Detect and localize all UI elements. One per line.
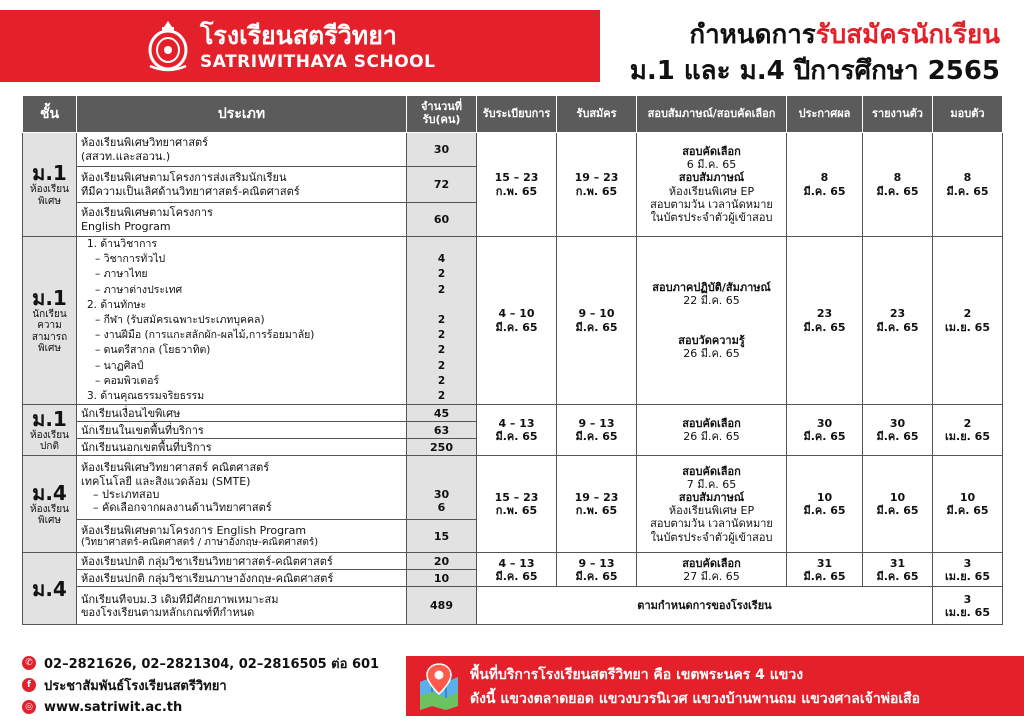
date-text: 19 – 23 (574, 171, 619, 185)
announce-cell (787, 237, 863, 405)
date-text: มี.ค. 65 (946, 184, 989, 198)
exam-text: ในบัตรประจำตัวผู้เข้าสอบ (650, 530, 773, 544)
phone-text: 02–2821626, 02–2821304, 02–2816505 ต่อ 601 (44, 656, 380, 672)
grade-label: ม.1 (32, 406, 67, 431)
header-type: ประเภท (77, 96, 407, 133)
contact-info (22, 652, 379, 718)
area-text-line2: ดังนี้ แขวงตลาดยอด แขวงบวรนิเวศ แขวงบ้านพานถม แขวงศาลเจ้าพ่อเสือ (470, 691, 921, 707)
count-text: 2 (437, 283, 446, 296)
type-text: ที่มีความเป็นเลิศด้านวิทยาศาสตร์-คณิตศาสตร์ (81, 184, 300, 198)
type-cell (77, 520, 407, 553)
phone-row (22, 652, 379, 674)
header-announce: ประกาศผล (787, 96, 863, 133)
exam-title: สอบภาคปฏิบัติ/สัมภาษณ์ (652, 281, 771, 295)
date-text: 30 (889, 417, 906, 431)
type-text: ห้องเรียนปกติ กลุ่มวิชาเรียนภาษาอังกฤษ-คณิตศาสตร์ (81, 571, 334, 585)
date-text: มี.ค. 65 (803, 569, 846, 583)
type-cell (77, 553, 407, 570)
type-cell (77, 570, 407, 587)
date-text: 2 (963, 307, 972, 321)
grade-sublabel: ห้องเรียนปกติ (30, 429, 69, 453)
type-cell: นักเรียนนอกเขตพื้นที่บริการ (77, 439, 407, 456)
grade-label: ม.4 (32, 480, 67, 505)
apply-cell (557, 405, 637, 456)
grade-label: ม.1 (32, 161, 67, 185)
type-cell (77, 456, 407, 520)
grade-cell (23, 237, 77, 405)
exam-cell (637, 405, 787, 456)
type-text: (วิทยาศาสตร์-คณิตศาสตร์ / ภาษาอังกฤษ-คณิตศาสตร์) (81, 536, 319, 548)
type-text: – กีฬา (รับสมัครเฉพาะประเภทบุคคล) (95, 314, 265, 327)
date-text: มี.ค. 65 (803, 320, 846, 334)
table-row (23, 587, 1003, 625)
grade-cell (23, 405, 77, 456)
grade-cell (23, 456, 77, 553)
date-text: 4 – 10 (498, 307, 535, 321)
exam-title: สอบสัมภาษณ์ (678, 171, 745, 185)
date-text: เม.ย. 65 (945, 569, 990, 583)
date-text: 3 (963, 556, 972, 570)
count-cell: 489 (407, 587, 477, 625)
website-row[interactable] (22, 696, 379, 718)
handover-cell (933, 133, 1003, 237)
exam-cell (637, 553, 787, 587)
report-cell (863, 553, 933, 587)
date-text: มี.ค. 65 (876, 320, 919, 334)
exam-text: ในบัตรประจำตัวผู้เข้าสอบ (650, 210, 773, 224)
table-row (23, 133, 1003, 167)
apply-cell (557, 456, 637, 553)
count-cell: 60 (407, 203, 477, 237)
header-handover: มอบตัว (933, 96, 1003, 133)
reg-cell (477, 553, 557, 587)
date-text: 4 – 13 (498, 417, 535, 431)
report-cell (863, 405, 933, 456)
exam-date: 7 มี.ค. 65 (686, 477, 737, 491)
date-text: มี.ค. 65 (495, 430, 538, 444)
type-text: – นาฏศิลป์ (95, 359, 144, 372)
date-text: มี.ค. 65 (946, 504, 989, 518)
count-text: 2 (437, 374, 446, 387)
count-cell: 15 (407, 520, 477, 553)
date-text: ก.พ. 65 (575, 504, 618, 518)
type-text: 1. ด้านวิชาการ (87, 238, 158, 250)
exam-date: 22 มี.ค. 65 (683, 294, 740, 308)
phone-icon: ✆ (22, 656, 36, 670)
count-text: 2 (437, 268, 446, 281)
date-text: 23 (816, 307, 833, 321)
exam-cell (637, 133, 787, 237)
date-text: 4 – 13 (498, 556, 535, 570)
date-text: 8 (820, 171, 829, 185)
grade-label: ม.4 (32, 576, 67, 601)
date-text: 31 (816, 556, 833, 570)
table-row (23, 553, 1003, 570)
exam-cell (637, 237, 787, 405)
announce-cell (787, 456, 863, 553)
date-text: 30 (816, 417, 833, 431)
type-text: 2. ด้านทักษะ (87, 298, 147, 311)
date-text: ก.พ. 65 (495, 184, 538, 198)
type-text: – ประเภทสอบ (93, 487, 160, 501)
type-text: เทคโนโลยี และสิ่งแวดล้อม (SMTE) (81, 474, 251, 488)
date-text: 8 (963, 171, 972, 185)
date-text: ก.พ. 65 (495, 504, 538, 518)
count-cell: 63 (407, 422, 477, 439)
type-cell: นักเรียนในเขตพื้นที่บริการ (77, 422, 407, 439)
count-text: 4 (437, 253, 446, 266)
date-text: มี.ค. 65 (495, 320, 538, 334)
type-text: ห้องเรียนปกติ กลุ่มวิชาเรียนวิทยาศาสตร์-คณิตศาสตร์ (81, 554, 333, 568)
date-text: มี.ค. 65 (876, 569, 919, 583)
date-text: 23 (889, 307, 906, 321)
page-title (689, 14, 1000, 55)
date-text: 9 – 10 (578, 307, 615, 321)
type-text: – ดนตรีสากล (โยธวาทิต) (95, 344, 211, 357)
header-exam: สอบสัมภาษณ์/สอบคัดเลือก (637, 96, 787, 133)
count-cell: 30 (407, 133, 477, 167)
date-text: มี.ค. 65 (575, 569, 618, 583)
date-text: 2 (963, 417, 972, 431)
exam-date: 6 มี.ค. 65 (686, 158, 737, 172)
school-name-en: SATRIWITHAYA SCHOOL (200, 52, 436, 72)
type-text: – ภาษาต่างประเทศ (95, 283, 183, 296)
grade-label: ม.1 (32, 285, 67, 310)
date-text: 3 (963, 592, 972, 606)
title-part1: กำหนดการ (689, 20, 816, 50)
type-text: ห้องเรียนพิเศษวิทยาศาสตร์ คณิตศาสตร์ (81, 461, 270, 475)
date-text: 8 (893, 171, 902, 185)
type-text: ห้องเรียนพิเศษตามโครงการ English Program (81, 523, 307, 537)
header-count: จำนวนที่รับ(คน) (407, 96, 477, 133)
table-row (23, 405, 1003, 422)
type-cell (77, 237, 407, 405)
reg-cell (477, 405, 557, 456)
count-text: 2 (437, 329, 446, 342)
date-text: มี.ค. 65 (876, 184, 919, 198)
school-schedule-cell: ตามกำหนดการของโรงเรียน (477, 587, 933, 625)
date-text: 9 – 13 (578, 417, 615, 431)
date-text: 10 (889, 491, 906, 505)
date-text: 9 – 13 (578, 556, 615, 570)
date-text: เม.ย. 65 (945, 430, 990, 444)
date-text: เม.ย. 65 (945, 605, 990, 619)
exam-title: สอบคัดเลือก (682, 417, 741, 431)
date-text: มี.ค. 65 (575, 320, 618, 334)
date-text: มี.ค. 65 (876, 430, 919, 444)
type-text: ห้องเรียนพิเศษวิทยาศาสตร์ (81, 136, 209, 150)
title-part2: รับสมัครนักเรียน (815, 20, 1000, 50)
date-text: 19 – 23 (574, 491, 619, 505)
table-row (23, 237, 1003, 405)
announce-cell (787, 405, 863, 456)
school-name-th: โรงเรียนสตรีวิทยา (200, 21, 397, 50)
schedule-table (22, 95, 1003, 625)
count-cell: 72 (407, 167, 477, 203)
exam-text: ห้องเรียนพิเศษ EP (668, 184, 755, 198)
facebook-row[interactable] (22, 674, 379, 696)
date-text: มี.ค. 65 (876, 504, 919, 518)
date-text: มี.ค. 65 (803, 430, 846, 444)
type-text: – ภาษาไทย (95, 268, 148, 281)
exam-text: ห้องเรียนพิเศษ EP (668, 504, 755, 518)
type-cell (77, 587, 407, 625)
count-cell: 250 (407, 439, 477, 456)
grade-cell (23, 133, 77, 237)
date-text: ก.พ. 65 (575, 184, 618, 198)
report-cell (863, 456, 933, 553)
header-grade: ชั้น (23, 96, 77, 133)
table-header-row (23, 96, 1003, 133)
exam-title: สอบวัดความรู้ (678, 333, 745, 347)
handover-cell (933, 553, 1003, 587)
type-cell: นักเรียนเงื่อนไขพิเศษ (77, 405, 407, 422)
handover-cell (933, 587, 1003, 625)
date-text: มี.ค. 65 (575, 430, 618, 444)
date-text: มี.ค. 65 (803, 184, 846, 198)
date-text: มี.ค. 65 (495, 569, 538, 583)
type-text: นักเรียนที่จบม.3 เดิมที่มีศักยภาพเหมาะสม (81, 592, 279, 606)
type-text: ของโรงเรียนตามหลักเกณฑ์ที่กำหนด (81, 605, 255, 619)
grade-sublabel: ความ (37, 320, 62, 332)
report-cell (863, 133, 933, 237)
facebook-text[interactable]: ประชาสัมพันธ์โรงเรียนสตรีวิทยา (44, 678, 227, 694)
grade-sublabel: ห้องเรียนพิเศษ (30, 503, 69, 527)
date-text: เม.ย. 65 (945, 320, 990, 334)
announce-cell (787, 133, 863, 237)
handover-cell (933, 237, 1003, 405)
page-subtitle: ม.1 และ ม.4 ปีการศึกษา 2565 (629, 56, 1000, 86)
type-text: 3. ด้านคุณธรรมจริยธรรม (87, 390, 205, 403)
header-apply: รับสมัคร (557, 96, 637, 133)
map-pin-icon (416, 662, 462, 710)
exam-date: 26 มี.ค. 65 (683, 346, 740, 360)
grade-sublabel: ห้องเรียนพิเศษ (30, 184, 69, 207)
type-text: – คอมพิวเตอร์ (95, 374, 160, 387)
date-text: มี.ค. 65 (803, 504, 846, 518)
type-cell (77, 133, 407, 167)
exam-text: สอบตามวัน เวลานัดหมาย (650, 197, 773, 211)
table-row (23, 456, 1003, 520)
type-text: ห้องเรียนพิเศษตามโครงการส่งเสริมนักเรียน (81, 171, 287, 185)
type-text: English Program (81, 219, 171, 233)
type-cell (77, 203, 407, 237)
service-area-box (406, 656, 1024, 716)
count-cell: 10 (407, 570, 477, 587)
apply-cell (557, 133, 637, 237)
count-text: 30 (433, 487, 450, 501)
date-text: 31 (889, 556, 906, 570)
date-text: 10 (816, 491, 833, 505)
header (0, 0, 1024, 88)
count-text: 2 (437, 359, 446, 372)
count-text: 2 (437, 314, 446, 327)
count-text: 2 (437, 344, 446, 357)
header-reg: รับระเบียบการ (477, 96, 557, 133)
exam-title: สอบคัดเลือก (682, 556, 741, 570)
exam-date: 27 มี.ค. 65 (683, 569, 740, 583)
reg-cell (477, 456, 557, 553)
date-text: 15 – 23 (494, 491, 539, 505)
count-text: 2 (437, 390, 446, 403)
count-cell (407, 456, 477, 520)
date-text: 15 – 23 (494, 171, 539, 185)
facebook-icon: f (22, 678, 36, 692)
type-cell (77, 167, 407, 203)
type-text: ห้องเรียนพิเศษตามโครงการ (81, 206, 213, 220)
website-link[interactable]: www.satriwit.ac.th (44, 699, 183, 715)
apply-cell (557, 237, 637, 405)
handover-cell (933, 456, 1003, 553)
announce-cell (787, 553, 863, 587)
count-cell (407, 237, 477, 405)
exam-title: สอบสัมภาษณ์ (678, 491, 745, 505)
type-text: – วิชาการทั่วไป (95, 253, 166, 266)
reg-cell (477, 133, 557, 237)
grade-sublabel: นักเรียน (32, 308, 67, 320)
type-text: (สสวท.และสอวน.) (81, 149, 171, 163)
exam-cell (637, 456, 787, 553)
grade-cell (23, 553, 77, 625)
exam-title: สอบคัดเลือก (682, 144, 741, 158)
apply-cell (557, 553, 637, 587)
type-text: – งานฝีมือ (การแกะสลักผัก-ผลไม้,การร้อยมาลัย) (95, 329, 315, 342)
grade-sublabel: พิเศษ (38, 343, 61, 355)
count-cell: 20 (407, 553, 477, 570)
exam-date: 26 มี.ค. 65 (683, 430, 740, 444)
report-cell (863, 237, 933, 405)
exam-text: สอบตามวัน เวลานัดหมาย (650, 517, 773, 531)
school-logo-icon (140, 18, 196, 74)
grade-sublabel: สามารถ (31, 331, 68, 343)
handover-cell (933, 405, 1003, 456)
header-report: รายงานตัว (863, 96, 933, 133)
area-text-line1: พื้นที่บริการโรงเรียนสตรีวิทยา คือ เขตพระนคร 4 แขวง (470, 667, 804, 683)
type-text: – คัดเลือกจากผลงานด้านวิทยาศาสตร์ (93, 500, 272, 514)
count-cell: 45 (407, 405, 477, 422)
count-text: 6 (437, 500, 446, 514)
date-text: 10 (959, 491, 976, 505)
exam-title: สอบคัดเลือก (682, 464, 741, 478)
globe-icon: ◎ (22, 700, 36, 714)
reg-cell (477, 237, 557, 405)
